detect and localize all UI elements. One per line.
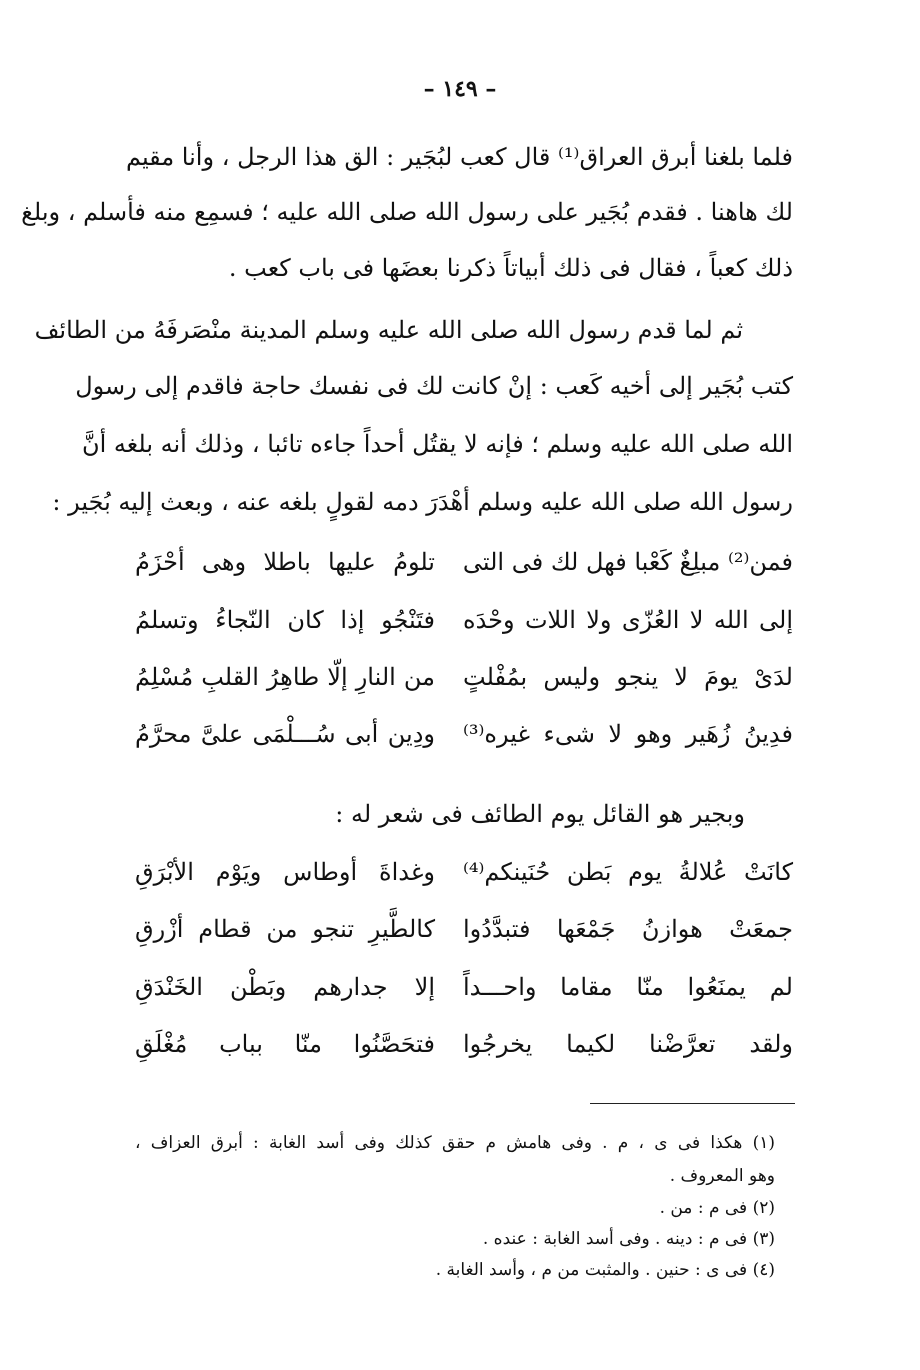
footnote-separator [590,1103,795,1104]
poem-1-verse-1-second-hemistich: تلومُ عليها باطلا وهى أحْزَمُ [135,548,435,576]
footnote-1-continued: وهو المعروف . [669,1166,775,1186]
poem-2-verse-1-second-hemistich: وغداةَ أوطاس ويَوْم الأبْرَقِ [135,858,435,886]
paragraph-2-line-2: كتب بُجَير إلى أخيه كَعب : إنْ كانت لك فى نفسك حاجة فاقدم إلى رسول [75,372,793,400]
poem-2-verse-3-first-hemistich: لم يمنَعُوا منّا مقاما واحـــداً [463,973,793,1001]
poem-2-verse-4-first-hemistich: ولقد تعرَّضْنا لكيما يخرجُوا [463,1030,793,1058]
page-number: – ١٤٩ – [423,76,497,102]
footnote-3: (٣) فى م : دينه . وفى أسد الغابة : عنده . [482,1229,775,1249]
paragraph-1-line-2: لك هاهنا . فقدم بُجَير على رسول الله صلى الله عليه ؛ فسمِع منه فأسلم ، وبلغ [21,198,793,226]
poem-1-verse-3-second-hemistich: من النارِ إلّا طاهِرُ القلبِ مُسْلِمُ [135,663,435,691]
paragraph-2-line-3: الله صلى الله عليه وسلم ؛ فإنه لا يقتُل أحداً جاءه تائبا ، وذلك أنه بلغه أنَّ [82,430,793,458]
poem-1-verse-3-first-hemistich: لدَىْ يومَ لا ينجو وليس بمُفْلتٍ [463,663,793,691]
poem-1-verse-2-second-hemistich: فتَنْجُو إذا كان النّجاءُ وتسلمُ [135,606,435,634]
footnote-1: (١) هكذا فى ى ، م . وفى هامش م حقق كذلك وفى أسد الغابة : أبرق العزاف ، [135,1133,775,1153]
poem-1-verse-1-first-hemistich: فمن⁽²⁾ مبلِغٌ كَعْبا فهل لك فى التى [462,548,793,576]
poem-2-intro: وبجير هو القائل يوم الطائف فى شعر له : [335,800,745,828]
poem-2-verse-1-first-hemistich: كانَتْ عُلالةُ يوم بَطن حُنَينكم⁽⁴⁾ [463,858,793,886]
poem-1-verse-2-first-hemistich: إلى الله لا العُزّى ولا اللات وحْدَه [463,606,793,634]
paragraph-2-line-1: ثم لما قدم رسول الله صلى الله عليه وسلم المدينة منْصَرفَهُ من الطائف [34,316,743,344]
paragraph-1-line-1: فلما بلغنا أبرق العراق⁽¹⁾ قال كعب لبُجَير : الق هذا الرجل ، وأنا مقيم [125,143,793,171]
poem-2-verse-4-second-hemistich: فتحَصَّنُوا منّا بباب مُغْلَقِ [135,1030,435,1058]
poem-1-verse-4-second-hemistich: ودِين أبى سُـــلْمَى علىَّ محرَّمُ [135,720,435,748]
poem-2-verse-2-second-hemistich: كالطَّيرِ تنجو من قطام أزْرقِ [135,915,435,943]
footnote-4: (٤) فى ى : حنين . والمثبت من م ، وأسد الغابة . [435,1260,775,1280]
poem-2-verse-3-second-hemistich: إلا جدارهم وبَطْن الخَنْدَقِ [135,973,435,1001]
poem-1-verse-4-first-hemistich: فدِينُ زُهَير وهو لا شىء غيره⁽³⁾ [463,720,793,748]
footnote-2: (٢) فى م : من . [659,1198,775,1218]
paragraph-2-line-4: رسول الله صلى الله عليه وسلم أهْدَرَ دمه لقولٍ بلغه عنه ، وبعث إليه بُجَير : [52,488,793,516]
paragraph-1-line-3: ذلك كعباً ، فقال فى ذلك أبياتاً ذكرنا بعضَها فى باب كعب . [228,254,793,282]
poem-2-verse-2-first-hemistich: جمعَتْ هوازنُ جَمْعَها فتبدَّدُوا [463,915,793,943]
